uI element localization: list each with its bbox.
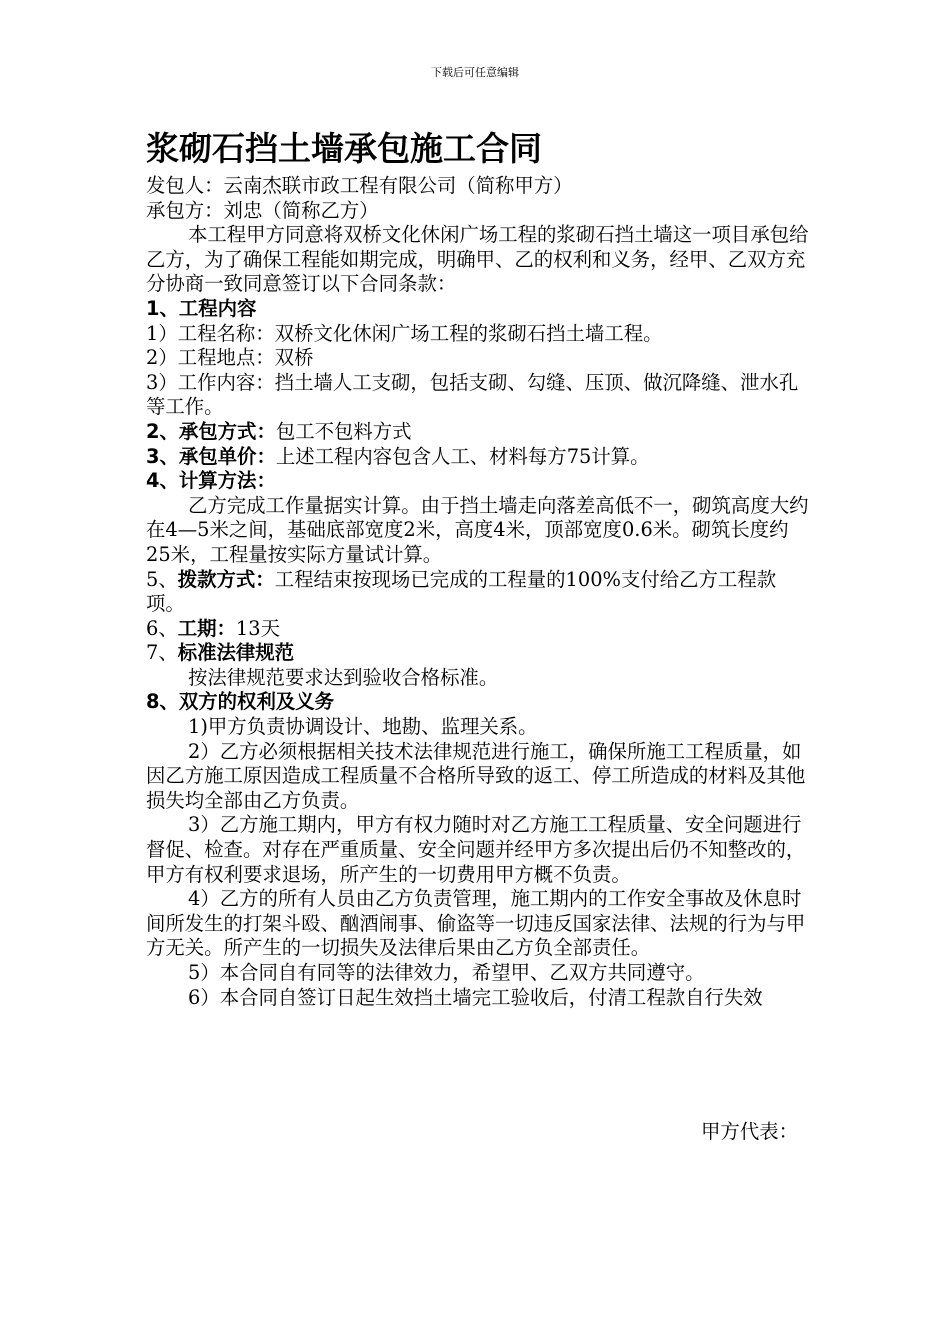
document-title: 浆砌石挡土墙承包施工合同 — [146, 129, 542, 168]
contract-body — [146, 174, 812, 1010]
party-a-signature-line: 甲方代表： — [701, 1120, 798, 1143]
page-header-note: 下载后可任意编辑 — [431, 66, 519, 79]
intro-paragraph: 本工程甲方同意将双桥文化休闲广场工程的浆砌石挡土墙这一项目承包给乙方，为了确保工程能如期完成，明确甲、乙的权利和义务，经甲、乙双方充分协商一致同意签订以下合同条款： — [146, 223, 809, 296]
contractor-line: 承包方：刘忠（简称乙方） — [146, 198, 379, 222]
section-5-text: 工程结束按现场已完成的工程量的100%支付给乙方工程款项。 — [146, 567, 777, 616]
section-8-heading: 8、双方的权利及义务 — [146, 690, 335, 714]
section-1-item-2: 2）工程地点：双桥 — [146, 346, 314, 370]
section-2 — [146, 420, 812, 445]
section-3-heading: 3、承包单价： — [146, 444, 276, 468]
employer-line: 发包人：云南杰联市政工程有限公司（简称甲方） — [146, 174, 573, 197]
section-7-text: 按法律规范要求达到验收合格标准。 — [188, 665, 499, 689]
section-7-number: 7、 — [146, 641, 178, 665]
section-4-text: 乙方完成工作量据实计算。由于挡土墙走向落差高低不一，砌筑高度大约在4—5米之间，基础底部宽度2米，高度4米，顶部宽度0.6米。砌筑长度约25米，工程量按实际方量试计算。 — [146, 493, 809, 566]
section-6 — [146, 617, 812, 642]
section-3 — [146, 445, 812, 470]
section-8-item-2: 2）乙方必须根据相关技术法律规范进行施工，确保所施工工程质量，如因乙方施工原因造成工程质量不合格所导致的返工、停工所造成的材料及其他损失均全部由乙方负责。 — [146, 739, 806, 812]
section-7 — [146, 641, 812, 666]
section-8-item-4: 4）乙方的所有人员由乙方负责管理，施工期内的工作安全事故及休息时间所发生的打架斗殴、酗酒闹事、偷盗等一切违反国家法律、法规的行为与甲方无关。所产生的一切损失及法律后果由乙方负全部责任。 — [146, 887, 806, 960]
section-8-item-5: 5）本合同自有同等的法律效力，希望甲、乙双方共同遵守。 — [188, 961, 705, 984]
section-2-heading: 2、承包方式： — [146, 419, 276, 443]
section-5-number: 5、 — [146, 567, 178, 591]
section-5 — [146, 568, 812, 617]
section-1-item-1: 1）工程名称：双桥文化休闲广场工程的浆砌石挡土墙工程。 — [146, 321, 663, 345]
section-8-item-6: 6）本合同自签订日起生效挡土墙完工验收后，付清工程款自行失效 — [188, 985, 763, 1009]
section-1-item-3: 3）工作内容：挡土墙人工支砌，包括支砌、勾缝、压顶、做沉降缝、泄水孔等工作。 — [146, 370, 799, 419]
section-8-item-1: 1)甲方负责协调设计、地勘、监理关系。 — [188, 715, 538, 739]
section-2-text: 包工不包料方式 — [275, 419, 412, 443]
section-3-text: 上述工程内容包含人工、材料每方75计算。 — [275, 444, 650, 468]
section-7-heading: 标准法律规范 — [177, 641, 295, 665]
section-8-item-3: 3）乙方施工期内，甲方有权力随时对乙方施工工程质量、安全问题进行督促、检查。对存在严重质量、安全问题并经甲方多次提出后仍不知整改的，甲方有权利要求退场，所产生的一切费用甲方概不负责。 — [146, 813, 806, 886]
section-6-text: 13天 — [235, 616, 280, 640]
section-6-number: 6、 — [146, 616, 178, 640]
section-1-heading: 1、工程内容 — [146, 296, 257, 320]
section-4-heading: 4、计算方法： — [146, 469, 276, 493]
section-6-heading: 工期： — [177, 616, 236, 640]
section-5-heading: 拨款方式： — [177, 567, 275, 591]
